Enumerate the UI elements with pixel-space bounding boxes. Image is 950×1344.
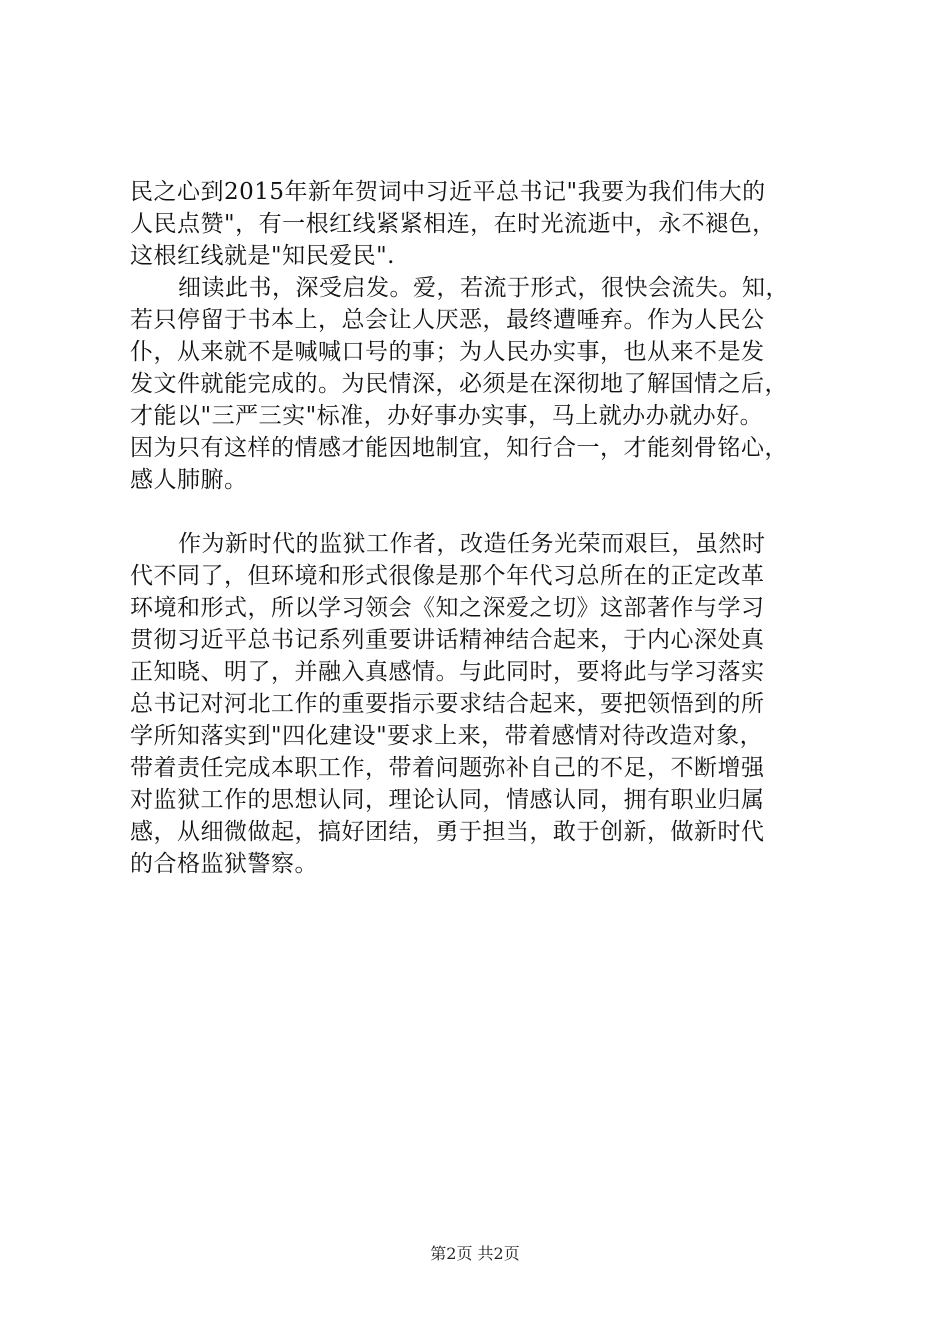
text-line: 作为新时代的监狱工作者，改造任务光荣而艰巨，虽然时 [178, 531, 766, 557]
text-line: 才能以"三严三实"标准，办好事办实事，马上就办办就办好。 [130, 403, 764, 429]
text-line: 总书记对河北工作的重要指示要求结合起来，要把领悟到的所 [130, 691, 765, 717]
text-line: 对监狱工作的思想认同，理论认同，情感认同，拥有职业归属 [130, 787, 765, 813]
text-line: 环境和形式，所以学习领会《知之深爱之切》这部著作与学习 [130, 595, 765, 621]
text-line [130, 496, 830, 528]
paragraph-1 [130, 176, 830, 272]
text-line: 若只停留于书本上，总会让人厌恶，最终遭唾弃。作为人民公 [130, 307, 765, 333]
text-line: 因为只有这样的情感才能因地制宜，知行合一，才能刻骨铭心， [130, 435, 788, 461]
paragraph-2 [130, 272, 830, 528]
text-line: 这根红线就是"知民爱民". [130, 243, 395, 269]
text-line: 的合格监狱警察。 [130, 851, 318, 877]
paragraph-3 [130, 528, 830, 880]
text-line: 感人肺腑。 [130, 467, 248, 493]
text-line: 带着责任完成本职工作，带着问题弥补自己的不足，不断增强 [130, 755, 765, 781]
text-line: 代不同了，但环境和形式很像是那个年代习总所在的正定改革 [130, 563, 765, 589]
page-number-footer: 第2页 共2页 [430, 1244, 520, 1263]
text-line: 发文件就能完成的。为民情深，必须是在深彻地了解国情之后， [130, 371, 788, 397]
text-line: 贯彻习近平总书记系列重要讲话精神结合起来，于内心深处真 [130, 627, 765, 653]
text-line: 民之心到2015年新年贺词中习近平总书记"我要为我们伟大的 [130, 179, 766, 205]
text-line: 人民点赞"，有一根红线紧紧相连，在时光流逝中，永不褪色， [130, 211, 776, 237]
text-line: 仆，从来就不是喊喊口号的事；为人民办实事，也从来不是发 [130, 339, 765, 365]
text-line: 学所知落实到"四化建设"要求上来，带着感情对待改造对象， [130, 723, 764, 749]
document-body [130, 176, 830, 880]
text-line: 正知晓、明了，并融入真感情。与此同时，要将此与学习落实 [130, 659, 765, 685]
text-line: 细读此书，深受启发。爱，若流于形式，很快会流失。知， [178, 275, 789, 301]
text-line: 感，从细微做起，搞好团结，勇于担当，敢于创新，做新时代 [130, 819, 765, 845]
